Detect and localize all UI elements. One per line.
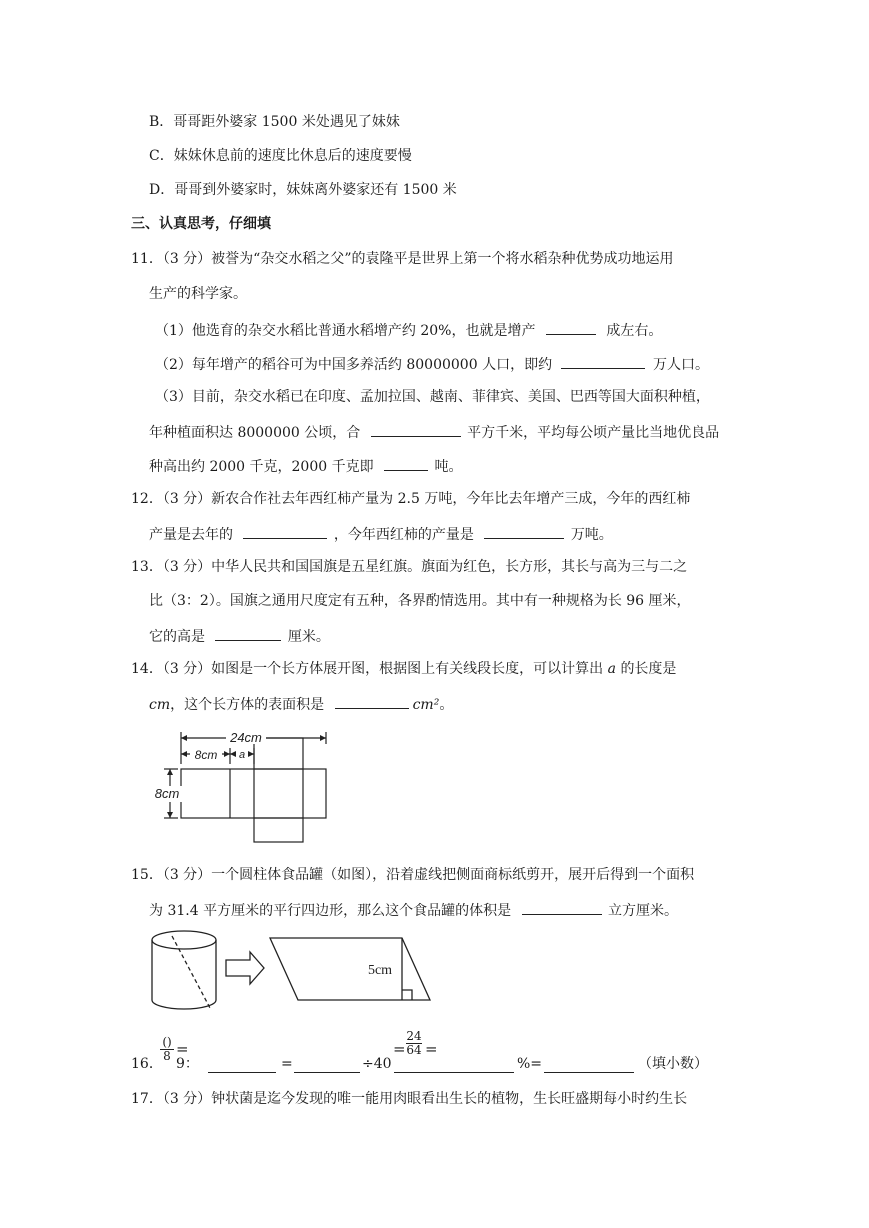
q16-frac2-denominator: 64	[406, 1043, 422, 1057]
fig-label-8cm-left: 8cm	[154, 786, 180, 801]
q14-line2	[149, 694, 453, 714]
q13-line2: 比（3：2）。国旗之通用尺度定有五种，各界酌情选用。其中有一种规格为长 96 厘米，	[149, 593, 691, 609]
q11-part1-suffix: 成左右。	[606, 323, 663, 339]
q15-text-a: 为 31.4 平方厘米的平行四边形，那么这个食品罐的体积是	[149, 903, 512, 919]
q14-unit: cm	[149, 697, 171, 713]
q16-frac2-numerator: 24	[406, 1029, 422, 1043]
fig-label-a: a	[238, 749, 246, 761]
fig-label-5cm: 5cm	[367, 963, 393, 978]
q16-frac1-denominator: 8	[160, 1049, 174, 1063]
q16-frac1-numerator: ()	[162, 1035, 172, 1049]
q14-text-d: 。	[439, 697, 454, 713]
q11-part3-line2	[149, 422, 719, 442]
q12-text-b: ，今年西红柿的产量是	[333, 527, 474, 543]
q13-line3	[149, 626, 330, 646]
q15-blank1[interactable]	[522, 900, 602, 915]
fig-label-8cm-top: 8cm	[194, 748, 218, 762]
q13-text-b: 厘米。	[287, 629, 330, 645]
q11-part1	[155, 320, 662, 340]
option-b: B．哥哥距外婆家 1500 米处遇见了妹妹	[149, 114, 400, 130]
q16-eq4: =	[425, 1040, 438, 1058]
q11-part3-text-a: 年种植面积达 8000000 公顷，合	[149, 425, 361, 441]
q13-blank1[interactable]	[215, 626, 281, 641]
q11-line2: 生产的科学家。	[149, 286, 247, 302]
cuboid-net-figure	[150, 728, 340, 848]
q15-line1: 15．（3 分）一个圆柱体食品罐（如图），沿着虚线把侧面商标纸剪开，展开后得到一个面积	[131, 867, 695, 883]
q16-eq2: =	[281, 1056, 293, 1072]
q16-blank3[interactable]	[394, 1058, 514, 1073]
q12-blank2[interactable]	[484, 524, 564, 539]
q16-fraction1	[160, 1036, 174, 1063]
option-d: D．哥哥到外婆家时，妹妹离外婆家还有 1500 米	[149, 182, 457, 198]
q11-blank4[interactable]	[384, 456, 428, 471]
q16-ratio: 9：	[176, 1056, 199, 1072]
q13-text-a: 它的高是	[149, 629, 205, 645]
cylinder-unroll-figure	[150, 928, 440, 1028]
q17-line1: 17．（3 分）钟状菌是迄今发现的唯一能用肉眼看出生长的植物，生长旺盛期每小时约生长	[131, 1091, 688, 1107]
q16-eq3: =	[393, 1040, 406, 1058]
q16-note: （填小数）	[638, 1056, 708, 1072]
q11-part3-text-c: 种高出约 2000 千克，2000 千克即	[149, 459, 374, 475]
fig-label-24cm: 24cm	[230, 730, 262, 745]
q11-part3-text-b: 平方千米，平均每公顷产量比当地优良品	[467, 425, 720, 441]
q16-eq1: =	[176, 1040, 189, 1058]
q16-blank4[interactable]	[544, 1058, 634, 1073]
q12-text-c: 万吨。	[570, 527, 613, 543]
q14-line1	[131, 660, 676, 678]
q11-blank3[interactable]	[371, 422, 461, 437]
q12-text-a: 产量是去年的	[149, 527, 233, 543]
q11-part3-line1: （3）目前，杂交水稻已在印度、孟加拉国、越南、菲律宾、美国、巴西等国大面积种植，	[155, 389, 710, 405]
option-c: C．妹妹休息前的速度比休息后的速度要慢	[149, 148, 412, 164]
q11-part3-line3	[149, 456, 463, 476]
q14-text-c: ，这个长方体的表面积是	[170, 697, 325, 713]
q16-blank2[interactable]	[294, 1058, 360, 1073]
q15-line2	[149, 900, 678, 920]
q14-var-a: a	[607, 661, 616, 677]
q14-blank2[interactable]	[335, 694, 409, 709]
q11-part1-text: （1）他选育的杂交水稻比普通水稻增产约 20%，也就是增产	[155, 323, 536, 339]
q16-blank1[interactable]	[208, 1058, 276, 1073]
q16-pct: %=	[517, 1056, 543, 1072]
q11-blank1[interactable]	[546, 320, 596, 335]
q14-unit2: cm²	[412, 697, 440, 713]
q15-text-b: 立方厘米。	[607, 903, 678, 919]
q11-part3-text-d: 吨。	[434, 459, 463, 475]
q11-part2	[155, 354, 709, 374]
q11-blank2[interactable]	[561, 354, 645, 369]
q12-line1: 12．（3 分）新农合作社去年西红柿产量为 2.5 万吨，今年比去年增产三成，今年的西红柿	[131, 491, 691, 507]
section-title: 三、认真思考，仔细填	[131, 216, 271, 232]
q16-number: 16．	[131, 1056, 163, 1072]
q11-part2-suffix: 万人口。	[652, 357, 709, 373]
q16-fraction2	[406, 1030, 422, 1057]
q12-line2	[149, 524, 613, 544]
q11-part2-text: （2）每年增产的稻谷可为中国多养活约 80000000 人口，即约	[155, 357, 553, 373]
q14-text-b: 的长度是	[620, 661, 677, 677]
q14-text-a: 14．（3 分）如图是一个长方体展开图，根据图上有关线段长度，可以计算出	[131, 661, 604, 677]
q11-line1: 11．（3 分）被誉为“杂交水稻之父”的袁隆平是世界上第一个将水稻杂种优势成功地运用	[131, 251, 674, 267]
q12-blank1[interactable]	[243, 524, 327, 539]
q13-line1: 13．（3 分）中华人民共和国国旗是五星红旗。旗面为红色，长方形，其长与高为三与二之	[131, 559, 688, 575]
q16-div: ÷40	[362, 1056, 392, 1072]
